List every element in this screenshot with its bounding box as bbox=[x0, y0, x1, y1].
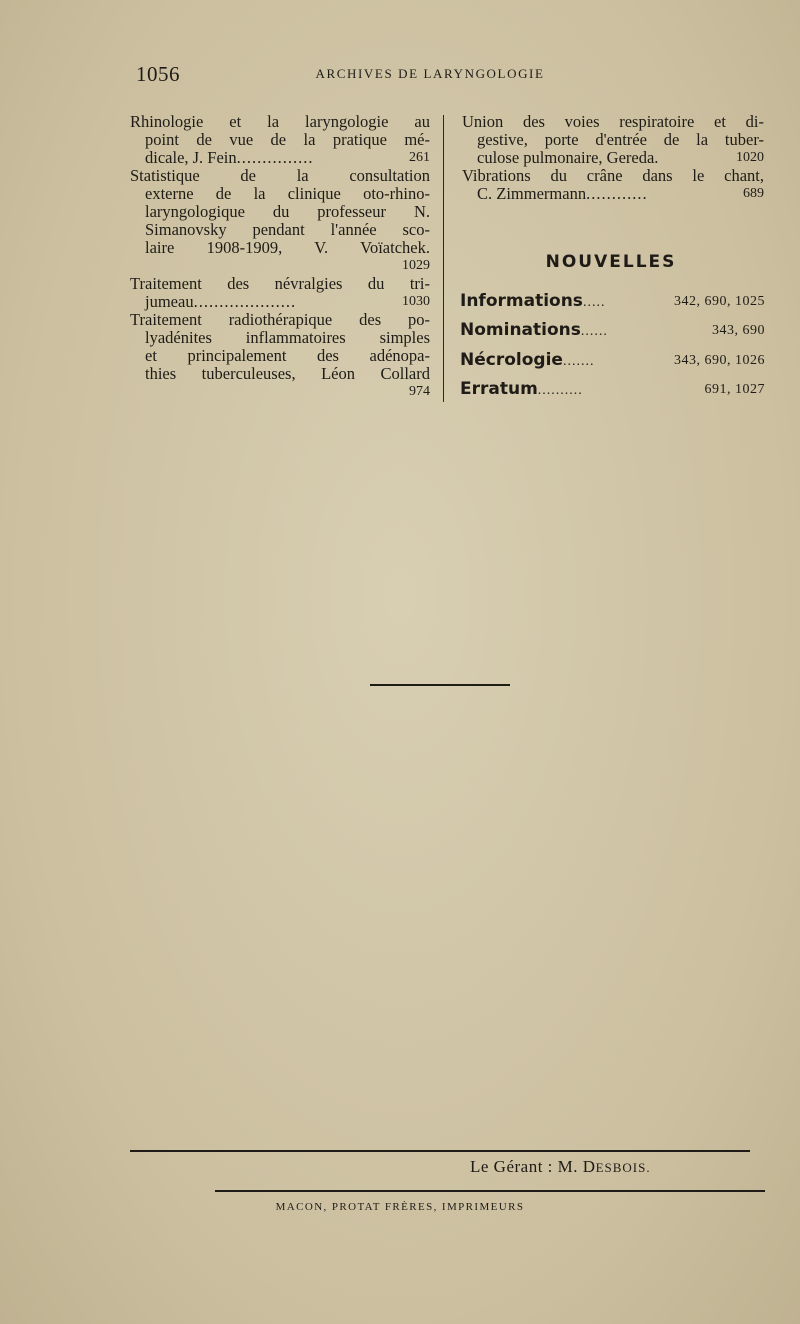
news-page-numbers: 691, 1027 bbox=[704, 382, 765, 397]
entry-text-line: lyadénites inflammatoires simples bbox=[145, 328, 430, 347]
entry-page-number: 261 bbox=[409, 150, 430, 165]
entry-text-line: et principalement des adénopa- bbox=[145, 346, 430, 365]
news-label: Nécrologie bbox=[460, 350, 563, 370]
leader-dots: ....... bbox=[562, 354, 595, 369]
index-entry-nevralgies bbox=[130, 275, 430, 311]
index-entry-radiotherapique bbox=[130, 311, 430, 401]
entry-text-line: laire 1908-1909, V. Voïatchek. bbox=[145, 238, 430, 257]
entry-text-line: Statistique de la consultation bbox=[130, 166, 430, 185]
printer-imprint: MACON, PROTAT FRÈRES, IMPRIMEURS bbox=[275, 1201, 525, 1213]
footer-rule bbox=[130, 1150, 750, 1152]
leader-dots: ..... bbox=[582, 295, 606, 310]
entry-text-line bbox=[462, 149, 764, 167]
entry-text: dicale, J. Fein bbox=[145, 148, 237, 167]
entry-text-line: Rhinologie et la laryngologie au bbox=[130, 112, 430, 131]
entry-text-line: externe de la clinique oto-rhino- bbox=[145, 184, 430, 203]
gerant-text: Le Gérant : M. D bbox=[470, 1157, 596, 1176]
entry-text-line: gestive, porte d'entrée de la tuber- bbox=[477, 130, 764, 149]
entry-text-line: Traitement des névralgies du tri- bbox=[130, 274, 430, 293]
news-page-numbers: 343, 690, 1026 bbox=[674, 353, 765, 368]
entry-text: culose pulmonaire, Gereda. bbox=[477, 148, 659, 167]
entry-text-line bbox=[130, 293, 430, 311]
short-separator-rule bbox=[370, 684, 510, 686]
leader-dots: .......... bbox=[537, 383, 583, 398]
gerant-name-smallcaps: ESBOIS. bbox=[595, 1160, 651, 1175]
news-label: Informations bbox=[460, 291, 583, 311]
index-entry-statistique bbox=[130, 167, 430, 275]
running-title: ARCHIVES DE LARYNGOLOGIE bbox=[315, 66, 545, 81]
printer-rule bbox=[215, 1190, 765, 1192]
entry-text-line: Simanovsky pendant l'année sco- bbox=[145, 220, 430, 239]
entry-text-line: point de vue de la pratique mé- bbox=[145, 130, 430, 149]
entry-page-number: 1029 bbox=[402, 258, 430, 273]
index-entry-rhinologie bbox=[130, 113, 430, 167]
left-index-column bbox=[130, 113, 430, 401]
leader-dots: ...... bbox=[580, 324, 608, 339]
entry-text-line: laryngologique du professeur N. bbox=[145, 202, 430, 221]
entry-text-line: Union des voies respiratoire et di- bbox=[462, 112, 764, 131]
news-label: Nominations bbox=[460, 320, 581, 340]
gerant-signature bbox=[470, 1157, 651, 1177]
leader-dots: .................... bbox=[193, 292, 297, 311]
news-page-numbers: 343, 690 bbox=[712, 323, 765, 338]
entry-text-line bbox=[462, 185, 764, 203]
leader-dots: ............... bbox=[236, 148, 314, 167]
entry-page-number: 1020 bbox=[736, 150, 764, 165]
entry-text: C. Zimmermann bbox=[477, 184, 587, 203]
entry-text-line: Vibrations du crâne dans le chant, bbox=[462, 166, 764, 185]
index-entry-vibrations bbox=[462, 167, 764, 203]
column-divider bbox=[443, 115, 444, 402]
right-index-column bbox=[462, 113, 764, 203]
entry-text-line bbox=[130, 149, 430, 167]
section-heading-nouvelles: NOUVELLES bbox=[545, 252, 677, 272]
news-entry-informations bbox=[460, 291, 765, 311]
index-entry-union-voies bbox=[462, 113, 764, 167]
news-entry-nominations bbox=[460, 320, 765, 340]
entry-text-line: thies tuberculeuses, Léon Collard bbox=[145, 364, 430, 383]
entry-page-number: 689 bbox=[743, 186, 764, 201]
news-entry-necrologie bbox=[460, 350, 765, 370]
entry-page-number: 974 bbox=[409, 384, 430, 399]
page-number: 1056 bbox=[136, 62, 180, 86]
news-entry-erratum bbox=[460, 379, 765, 399]
entry-text: jumeau bbox=[145, 292, 194, 311]
entry-page-number: 1030 bbox=[402, 294, 430, 309]
leader-dots: ............ bbox=[586, 184, 648, 203]
news-label: Erratum bbox=[460, 379, 538, 399]
entry-text-line: Traitement radiothérapique des po- bbox=[130, 310, 430, 329]
news-page-numbers: 342, 690, 1025 bbox=[674, 294, 765, 309]
